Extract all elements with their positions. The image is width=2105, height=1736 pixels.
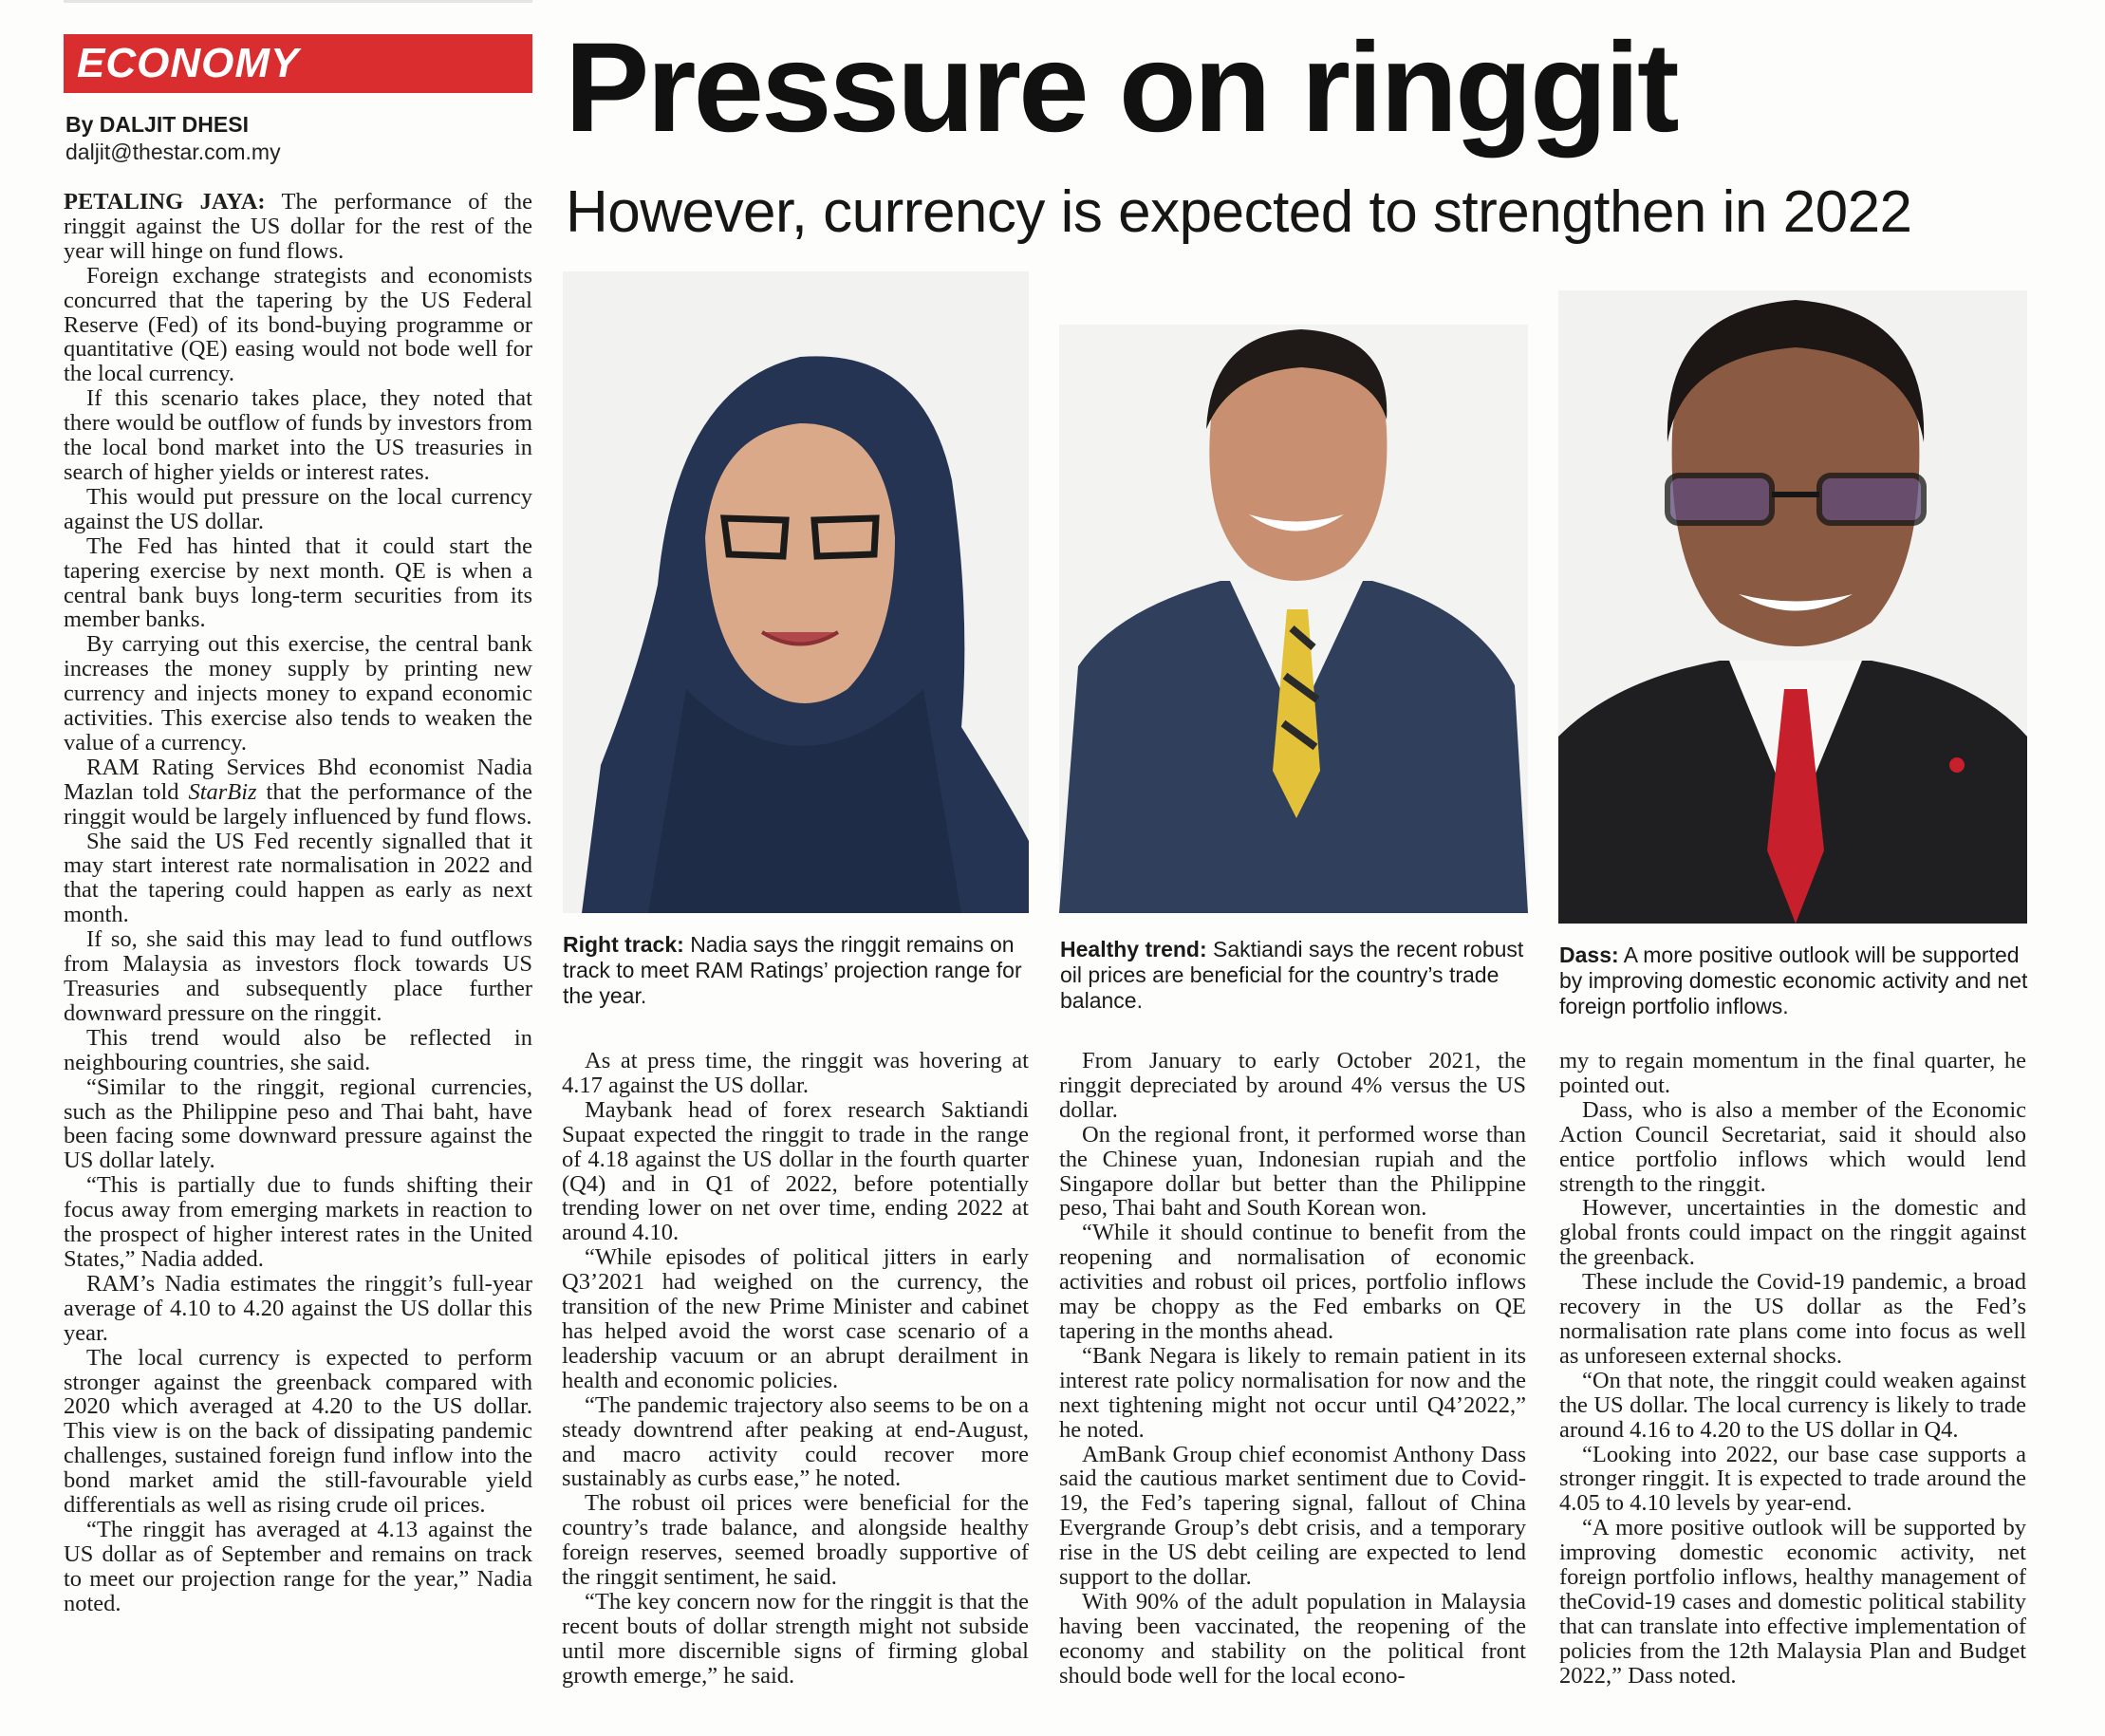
paragraph: The robust oil prices were beneficial for the country’s trade balance, and alongside healthy foreign reserves, seemed broadly supportive of the ringgit sentiment, he said. xyxy=(562,1490,1029,1591)
paragraph: If this scenario takes place, they noted that there would be outflow of funds by investors from the local bond market into the US treasuries in search of higher yields or interest rates. xyxy=(64,385,532,485)
dateline: PETALING JAYA: xyxy=(64,189,266,215)
paragraph: “While it should continue to benefit from the reopening and normalisation of economic activities and robust oil prices, portfolio inflows may be choppy as the Fed embarks on QE tapering in the months ahead. xyxy=(1059,1220,1526,1344)
article-column-3 xyxy=(1059,1049,1526,1689)
paragraph: “This is partially due to funds shifting their focus away from emerging markets in reaction to the prospect of higher interest rates in the United States,” Nadia added. xyxy=(64,1172,532,1272)
portrait-woman-hijab-icon xyxy=(563,271,1029,913)
paragraph: If so, she said this may lead to fund outflows from Malaysia as investors flock towards US Treasuries and subsequently place further downward pressure on the ringgit. xyxy=(64,926,532,1026)
paragraph: The Fed has hinted that it could start the tapering exercise by next month. QE is when a central bank buys long-term securities from its member banks. xyxy=(64,532,532,633)
paragraph-text: The performance of the ringgit against the US dollar for the rest of the year will hinge on fund flows. xyxy=(64,189,533,264)
paragraph: This trend would also be reflected in neighbouring countries, she said. xyxy=(64,1024,532,1075)
paragraph: my to regain momentum in the final quarter, he pointed out. xyxy=(1559,1048,2026,1098)
article-column-1 xyxy=(64,190,532,1616)
caption-lead: Right track: xyxy=(563,932,684,957)
publication-name: StarBiz xyxy=(188,778,257,805)
paragraph: However, uncertainties in the domestic and global fronts could impact on the ringgit against the greenback. xyxy=(1559,1195,2026,1271)
caption-lead: Healthy trend: xyxy=(1060,937,1207,961)
caption-text: Saktiandi says the recent robust oil prices are beneficial for the country’s trade balance. xyxy=(1060,937,1524,1013)
paragraph: “Similar to the ringgit, regional currencies, such as the Philippine peso and Thai baht, have been facing some downward pressure against the US dollar lately. xyxy=(64,1073,532,1174)
photo-caption-saktiandi xyxy=(1060,937,1529,1014)
paragraph: These include the Covid-19 pandemic, a broad recovery in the US dollar as the Fed’s normalisation rate plans come into focus as well as unforeseen external shocks. xyxy=(1559,1269,2026,1369)
author-email: daljit@thestar.com.my xyxy=(65,140,281,164)
paragraph: This would put pressure on the local currency against the US dollar. xyxy=(64,483,532,534)
caption-text: A more positive outlook will be supported by improving domestic economic activity and net foreign portfolio inflows. xyxy=(1559,943,2028,1018)
portrait-man-suit-icon xyxy=(1059,325,1528,913)
paragraph xyxy=(64,190,532,264)
photo-caption-nadia xyxy=(563,932,1032,1009)
paragraph: Dass, who is also a member of the Economic Action Council Secretariat, said it should also entice portfolio inflows which would lend strength to the ringgit. xyxy=(1559,1096,2026,1197)
section-tag: ECONOMY xyxy=(64,34,532,93)
paragraph: “Bank Negara is likely to remain patient in its interest rate policy normalisation for now and the next tightening might not occur until Q4’2022,” he noted. xyxy=(1059,1342,1526,1443)
headline: Pressure on ringgit xyxy=(565,17,1677,159)
paragraph: From January to early October 2021, the ringgit depreciated by around 4% versus the US dollar. xyxy=(1059,1048,1526,1123)
article-column-2 xyxy=(562,1049,1029,1689)
article-column-4 xyxy=(1559,1049,2026,1689)
top-rule xyxy=(64,0,532,3)
paragraph: With 90% of the adult population in Malaysia having been vaccinated, the reopening of the economy and stability on the political front should bode well for the local econo- xyxy=(1059,1588,1526,1689)
caption-lead: Dass: xyxy=(1559,943,1619,967)
photo-dass xyxy=(1558,290,2027,924)
paragraph: “The key concern now for the ringgit is that the recent bouts of dollar strength might not subside until more discernible signs of firming global growth emerge,” he said. xyxy=(562,1588,1029,1689)
paragraph: On the regional front, it performed worse than the Chinese yuan, Indonesian rupiah and the Singapore dollar but better than the Philippine peso, Thai baht and South Korean won. xyxy=(1059,1121,1526,1222)
paragraph: RAM Rating Services Bhd economist Nadia Mazlan told StarBiz that the performance of the ringgit would be largely influenced by fund flows. xyxy=(64,754,533,830)
paragraph: “The ringgit has averaged at 4.13 against the US dollar as of September and remains on track to meet our projection range for the year,” Nadia noted. xyxy=(64,1516,532,1616)
paragraph: “The pandemic trajectory also seems to be on a steady downtrend after peaking at end-August, and macro activity could recover more sustainably as curbs ease,” he noted. xyxy=(562,1391,1029,1492)
paragraph: Foreign exchange strategists and economists concurred that the tapering by the US Federal Reserve (Fed) of its bond-buying programme or quantitative (QE) easing would not bode well for the local currency. xyxy=(64,262,532,387)
portrait-man-glasses-icon xyxy=(1558,290,2027,924)
paragraph: As at press time, the ringgit was hovering at 4.17 against the US dollar. xyxy=(562,1048,1029,1098)
subheadline: However, currency is expected to strengthen in 2022 xyxy=(566,179,1912,245)
paragraph: “A more positive outlook will be supported by improving domestic economic activity, net foreign portfolio inflows, healthy management of theCovid-19 cases and domestic political stability that can translate into effective implementation of policies from the 12th Malaysia Plan and Budget 2022,” Dass noted. xyxy=(1559,1515,2026,1689)
paragraph: She said the US Fed recently signalled that it may start interest rate normalisation in 2022 and that the tapering could happen as early as next month. xyxy=(64,828,532,928)
paragraph: By carrying out this exercise, the central bank increases the money supply by printing new currency and injects money to expand economic activities. This exercise also tends to weaken the value of a currency. xyxy=(64,631,532,756)
paragraph: AmBank Group chief economist Anthony Dass said the cautious market sentiment due to Covid-19, the Fed’s tapering signal, fallout of China Evergrande Group’s debt crisis, and a temporary rise in the US debt ceiling are expected to lend support to the dollar. xyxy=(1059,1441,1526,1591)
photo-saktiandi xyxy=(1059,325,1528,913)
paragraph: RAM’s Nadia estimates the ringgit’s full-year average of 4.10 to 4.20 against the US dollar this year. xyxy=(64,1270,532,1346)
paragraph: Maybank head of forex research Saktiandi Supaat expected the ringgit to trade in the range of 4.18 against the US dollar in the fourth quarter (Q4) and in Q1 of 2022, before potentially trending lower on net over time, ending 2022 at around 4.10. xyxy=(562,1096,1029,1246)
paragraph: “On that note, the ringgit could weaken against the US dollar. The local currency is likely to trade around 4.16 to 4.20 to the US dollar in Q4. xyxy=(1559,1367,2026,1443)
byline: By DALJIT DHESI xyxy=(65,112,249,137)
paragraph: The local currency is expected to perform stronger against the greenback compared with 2020 which averaged at 4.20 to the US dollar. This view is on the back of dissipating pandemic challenges, sustained foreign fund inflow into the bond market amid the still-favourable yield differentials as well as rising crude oil prices. xyxy=(64,1344,532,1519)
photo-nadia xyxy=(563,271,1029,913)
paragraph: “Looking into 2022, our base case supports a stronger ringgit. It is expected to trade around the 4.05 to 4.10 levels by year-end. xyxy=(1559,1441,2026,1517)
photo-caption-dass xyxy=(1559,943,2028,1019)
paragraph: “While episodes of political jitters in early Q3’2021 had weighed on the currency, the transition of the new Prime Minister and cabinet has helped avoid the worst case scenario of a leadership vacuum or an abrupt derailment in health and economic policies. xyxy=(562,1244,1029,1393)
caption-text: Nadia says the ringgit remains on track to meet RAM Ratings’ projection range for the year. xyxy=(563,932,1022,1008)
